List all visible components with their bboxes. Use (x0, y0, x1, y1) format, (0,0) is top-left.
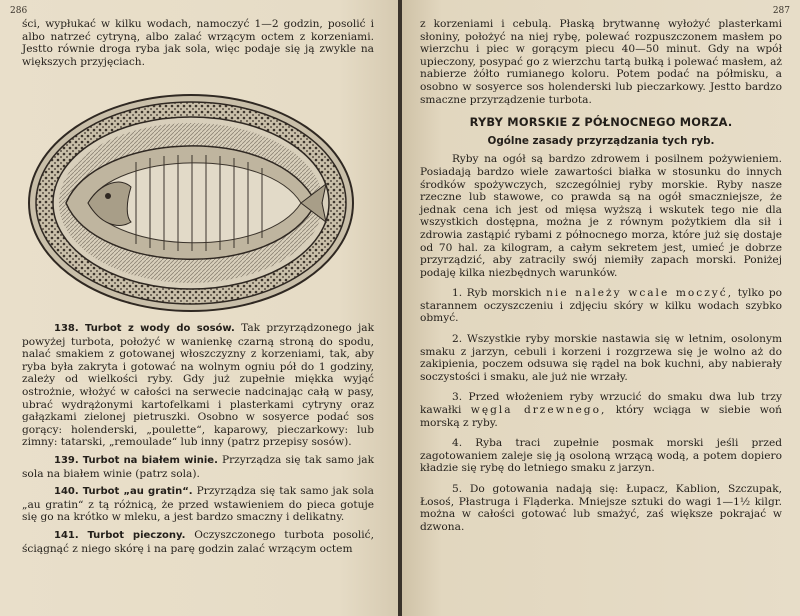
recipe-141-continued: z korzeniami i cebulą. Płaską brytwannę wyłożyć plasterkami słoniny, położyć na niej rybę, polewać rozpuszczonem masłem po wierzchu i piec w gorącym piecu 40—50 minut. Gdy na wpół upieczony, posypać go z wierzchu tartą bułką i polewać masłem, aż nabierze żółto rumianego koloru. Potem podać na półmisku, a osobno w sosyerce sos holenderski lub pieczarkowy. Jestto bardzo smaczne przyrządzenie turbota. (420, 18, 782, 106)
rule-4: 4. Ryba traci zupełnie posmak morski jeśli przed zagotowaniem zaleje się ją osoloną wrzącą wodą, a potem dopiero kładzie się rybę do letniego smaku z jarzyn. (420, 437, 782, 475)
recipe-138-body: Tak przyrządzonego jak powyżej turbota, położyć w wanienkę czarną stroną do spodu, nalać smakiem z gotowanej włoszczyzny z korzeniami, tak, aby ryba była zakryta i gotować na wolnym ogniu pół do 1 godziny, zależy od wielkości ryby. Gdy już zupełnie miękka wyjąć ostrożnie, włożyć w całości na serwecie nadcinając całą w pasy, ubrać wydrążonymi kartofelkami i plasterkami cytryny oraz gałązkami zielonej pietruszki. Osobno w sosyerce podać sos gorący: holenderski, „poulette“, kaparowy, pieczarkowy: lub zimny: tatarski, „remoulade“ lub inny (patrz przepisy sosów). (22, 322, 374, 449)
recipe-138-number: 138. (54, 323, 79, 334)
right-text (420, 18, 782, 533)
section-title: RYBY MORSKIE Z PÓŁNOCNEGO MORZA. (469, 115, 733, 130)
rule-1-start: 1. Ryb morskich (452, 287, 542, 300)
recipe-141-body: Oczyszczonego turbota posolić, ściągnąć z niego skórę i na parę godzin zalać wrzącym octem (22, 528, 374, 555)
section-subtitle: Ogólne zasady przyrządzania tych ryb. (487, 134, 715, 147)
rule-5: 5. Do gotowania nadają się: Łupacz, Kablion, Szczupak, Łosoś, Płastruga i Fląderka. Mniejsze sztuki do wagi 1—1½ kilgr. można w całości gotować lub smażyć, zaś większe pokrajać w dzwona. (420, 483, 782, 533)
recipe-141 (22, 529, 374, 555)
left-top-text (22, 18, 374, 68)
recipe-139-body: Przyrządza się tak samo jak sola na białem winie (patrz sola). (22, 453, 374, 480)
right-page (402, 0, 800, 616)
intro-paragraph: Ryby na ogół są bardzo zdrowem i posilnem pożywieniem. Posiadają bardzo wiele zawartości białka w stosunku do innych środków spożywczych, szczególniej ryby morskie. Ryby nasze rzeczne lub stawowe, co prawda są na ogół smaczniejsze, że jednak cena ich jest od mięsa wyższą i wskutek tego nie dla wszystkich dostępna, można je z równym pożytkiem dla sił i zdrowia zastąpić rybami z północnego morza, które już się dostaje od 70 hal. za kilogram, a całym sekretem jest, umieć je dobrze przyrządzić, aby zatracily swój niemiły zapach morski. Poniżej podaję kilka niezbędnych warunków. (420, 153, 782, 279)
recipe-140-title: Turbot „au gratin“. (82, 486, 193, 498)
rule-3-end: który wciąga w siebie woń morską z ryby. (420, 404, 782, 429)
rule-1 (420, 287, 782, 325)
left-page (0, 0, 398, 616)
recipe-139 (22, 454, 374, 480)
rule-3-start: 3. Przed włożeniem ryby wrzucić do smaku dwa lub trzy kawałki (420, 391, 782, 417)
page-number-right: 287 (772, 6, 790, 16)
page-number-left: 286 (10, 6, 28, 16)
recipe-139-title: Turbot na białem winie. (82, 454, 218, 466)
recipe-138-title: Turbot z wody do sosów. (84, 323, 235, 334)
turbot-platter-illustration (26, 92, 356, 314)
rule-1-end: tylko po starannem oczyszczeniu i zdjęciu skóry w kilku wodach szybko obmyć. (420, 287, 782, 325)
recipe-140-number: 140. (54, 486, 79, 498)
paragraph-continued: ści, wypłukać w kilku wodach, namoczyć 1—2 godzin, posolić i albo natrzeć cytryną, albo zalać wrzącym octem z korzeniami. Jestto równie droga ryba jak sola, więc podaje się ją zwykle na większych przyjęciach. (22, 18, 374, 68)
recipe-140-body: Przyrządza się tak samo jak sola „au gratin“ z tą różnicą, że przed wstawieniem do pieca gotuje się go na krótko w mleku, a jest bardzo smaczny i delikatny. (22, 485, 375, 524)
rule-2: 2. Wszystkie ryby morskie nastawia się w letnim, osolonym smaku z jarzyn, cebuli i korzeni i rozgrzewa się je wolno aż do zakipienia, poczem odsuwa się rądel na bok kuchni, aby nabierały soczystości i smaku, ale już nie wrzały. (420, 333, 782, 383)
rule-3-emphasis: węgla drzewnego, (470, 404, 607, 417)
recipe-140 (22, 485, 374, 524)
recipe-141-title: Turbot pieczony. (87, 529, 186, 541)
left-bottom-text (22, 322, 374, 560)
recipe-139-number: 139. (54, 454, 79, 466)
rule-3 (420, 391, 782, 429)
recipe-138 (22, 322, 374, 449)
recipe-141-number: 141. (54, 529, 79, 541)
rule-1-emphasis: nie należy wcale moczyć, (546, 287, 734, 300)
